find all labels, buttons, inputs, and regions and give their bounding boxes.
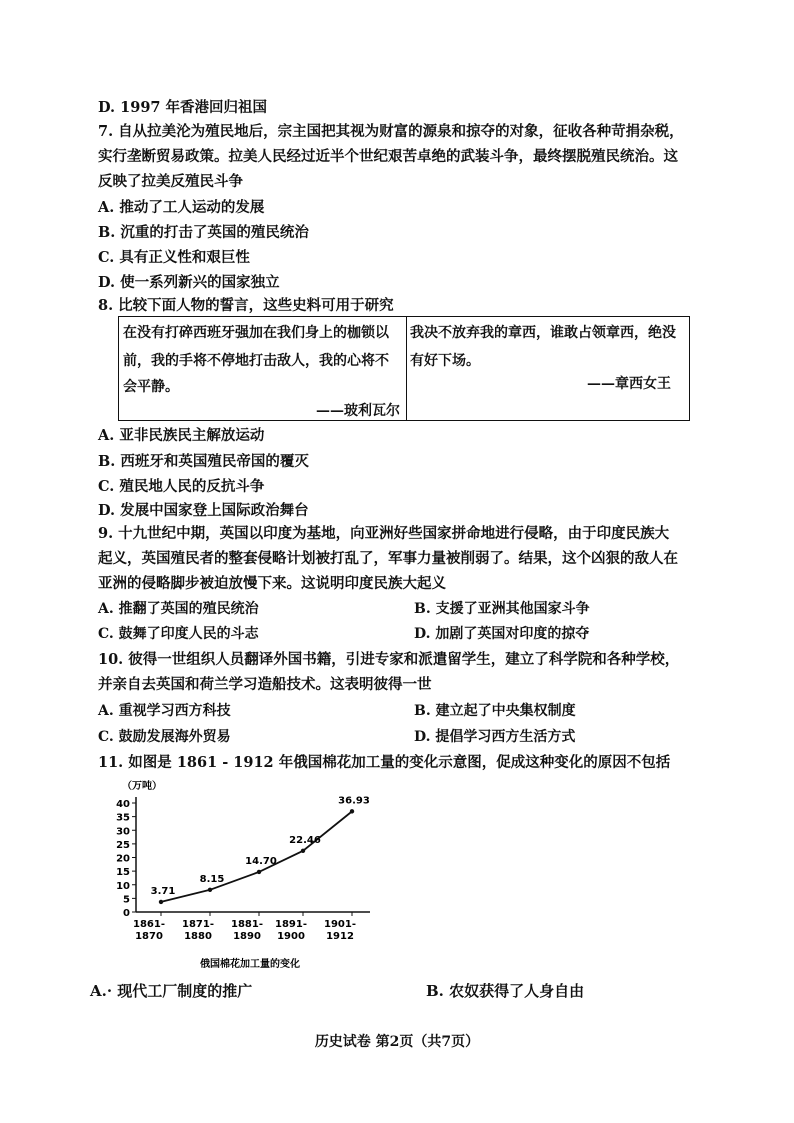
y-tick-label: 35 xyxy=(116,812,130,824)
quote-right-line1: 我决不放弃我的章西，谁敢占领章西，绝没 xyxy=(410,325,676,341)
q9-option-a: A. 推翻了英国的殖民统治 xyxy=(98,601,259,617)
x-tick-label: 1901- xyxy=(324,919,356,930)
quote-right-source: ——章西女王 xyxy=(587,376,671,392)
q10-stem-line1: 10. 彼得一世组织人员翻译外国书籍，引进专家和派遣留学生，建立了科学院和各种学校， xyxy=(98,651,680,668)
q10-option-b: B. 建立起了中央集权制度 xyxy=(414,703,576,719)
q7-option-a: A. 推动了工人运动的发展 xyxy=(98,199,265,216)
x-tick-label-end: 1900 xyxy=(277,931,305,942)
q11-option-b: B. 农奴获得了人身自由 xyxy=(426,982,585,1000)
x-tick-label-end: 1870 xyxy=(135,931,163,942)
x-tick-label: 1861- xyxy=(133,919,165,930)
quote-left-line2: 前，我的手将不停地打击敌人，我的心将不 xyxy=(123,353,389,369)
q8-quote-table xyxy=(118,316,690,421)
quote-divider xyxy=(406,317,407,420)
quote-left-source: ——玻利瓦尔 xyxy=(316,403,400,419)
y-tick-label: 5 xyxy=(123,894,130,906)
y-tick-label: 0 xyxy=(123,908,130,919)
y-axis-unit: （万吨） xyxy=(122,781,162,792)
data-label: 14.70 xyxy=(245,855,277,867)
x-tick-label: 1891- xyxy=(275,919,307,930)
q11-option-a: A.· 现代工厂制度的推广 xyxy=(90,982,253,1000)
q7-option-d: D. 使一系列新兴的国家独立 xyxy=(98,274,280,291)
q7-stem-line1: 7. 自从拉美沦为殖民地后，宗主国把其视为财富的源泉和掠夺的对象，征收各种苛捐杂税， xyxy=(98,123,684,140)
q9-option-c: C. 鼓舞了印度人民的斗志 xyxy=(98,626,259,642)
q10-stem-line2: 并亲自去英国和荷兰学习造船技术。这表明彼得一世 xyxy=(98,676,432,693)
q9-option-d: D. 加剧了英国对印度的掠夺 xyxy=(414,626,590,642)
data-point xyxy=(208,888,212,892)
data-point xyxy=(301,849,305,853)
y-tick-label: 10 xyxy=(116,880,130,892)
q10-option-d: D. 提倡学习西方生活方式 xyxy=(414,729,576,745)
q7-stem-line3: 反映了拉美反殖民斗争 xyxy=(98,173,243,190)
y-tick-label: 40 xyxy=(116,799,130,810)
data-label: 8.15 xyxy=(199,873,225,885)
cotton-processing-chart xyxy=(100,775,390,975)
q11-stem: 11. 如图是 1861 - 1912 年俄国棉花加工量的变化示意图，促成这种变化的原因不包括 xyxy=(98,754,671,771)
q8-option-b: B. 西班牙和英国殖民帝国的覆灭 xyxy=(98,453,309,470)
y-tick-label: 15 xyxy=(116,867,130,879)
chart-title: 俄国棉花加工量的变化 xyxy=(200,959,300,970)
q8-option-c: C. 殖民地人民的反抗斗争 xyxy=(98,478,265,495)
data-label: 36.93 xyxy=(338,795,370,807)
quote-left-line3: 会平静。 xyxy=(123,379,179,395)
q10-option-c: C. 鼓励发展海外贸易 xyxy=(98,729,231,745)
data-point xyxy=(350,809,354,813)
q8-option-d: D. 发展中国家登上国际政治舞台 xyxy=(98,502,309,519)
q7-option-b: B. 沉重的打击了英国的殖民统治 xyxy=(98,224,309,241)
page-footer: 历史试卷 第2页（共7页） xyxy=(314,1034,480,1050)
q9-stem-line3: 亚洲的侵略脚步被迫放慢下来。这说明印度民族大起义 xyxy=(98,575,446,592)
data-point xyxy=(257,870,261,874)
q7-stem-line2: 实行垄断贸易政策。拉美人民经过近半个世纪艰苦卓绝的武装斗争，最终摆脱殖民统治。这 xyxy=(98,148,678,165)
y-tick-label: 20 xyxy=(116,853,130,865)
x-tick-label-end: 1880 xyxy=(184,931,212,942)
q9-stem-line1: 9. 十九世纪中期，英国以印度为基地，向亚洲好些国家拼命地进行侵略，由于印度民族大 xyxy=(98,525,670,542)
data-label: 22.46 xyxy=(289,834,321,846)
q9-option-b: B. 支援了亚洲其他国家斗争 xyxy=(414,601,590,617)
q8-option-a: A. 亚非民族民主解放运动 xyxy=(98,427,265,444)
x-tick-label: 1871- xyxy=(182,919,214,930)
q8-stem: 8. 比较下面人物的誓言，这些史料可用于研究 xyxy=(98,297,394,314)
x-tick-label-end: 1890 xyxy=(233,931,261,942)
q10-option-a: A. 重视学习西方科技 xyxy=(98,703,231,719)
y-tick-label: 30 xyxy=(116,826,130,838)
quote-left-line1: 在没有打碎西班牙强加在我们身上的枷锁以 xyxy=(123,325,389,341)
q9-stem-line2: 起义，英国殖民者的整套侵略计划被打乱了，军事力量被削弱了。结果，这个凶狠的敌人在 xyxy=(98,550,678,567)
quote-right-line2: 有好下场。 xyxy=(410,353,480,369)
y-tick-label: 25 xyxy=(116,839,130,851)
data-label: 3.71 xyxy=(150,885,176,897)
x-tick-label: 1881- xyxy=(231,919,263,930)
q6-option-d: D. 1997 年香港回归祖国 xyxy=(98,99,268,116)
x-tick-label-end: 1912 xyxy=(326,931,354,942)
data-point xyxy=(159,900,163,904)
q7-option-c: C. 具有正义性和艰巨性 xyxy=(98,249,250,266)
